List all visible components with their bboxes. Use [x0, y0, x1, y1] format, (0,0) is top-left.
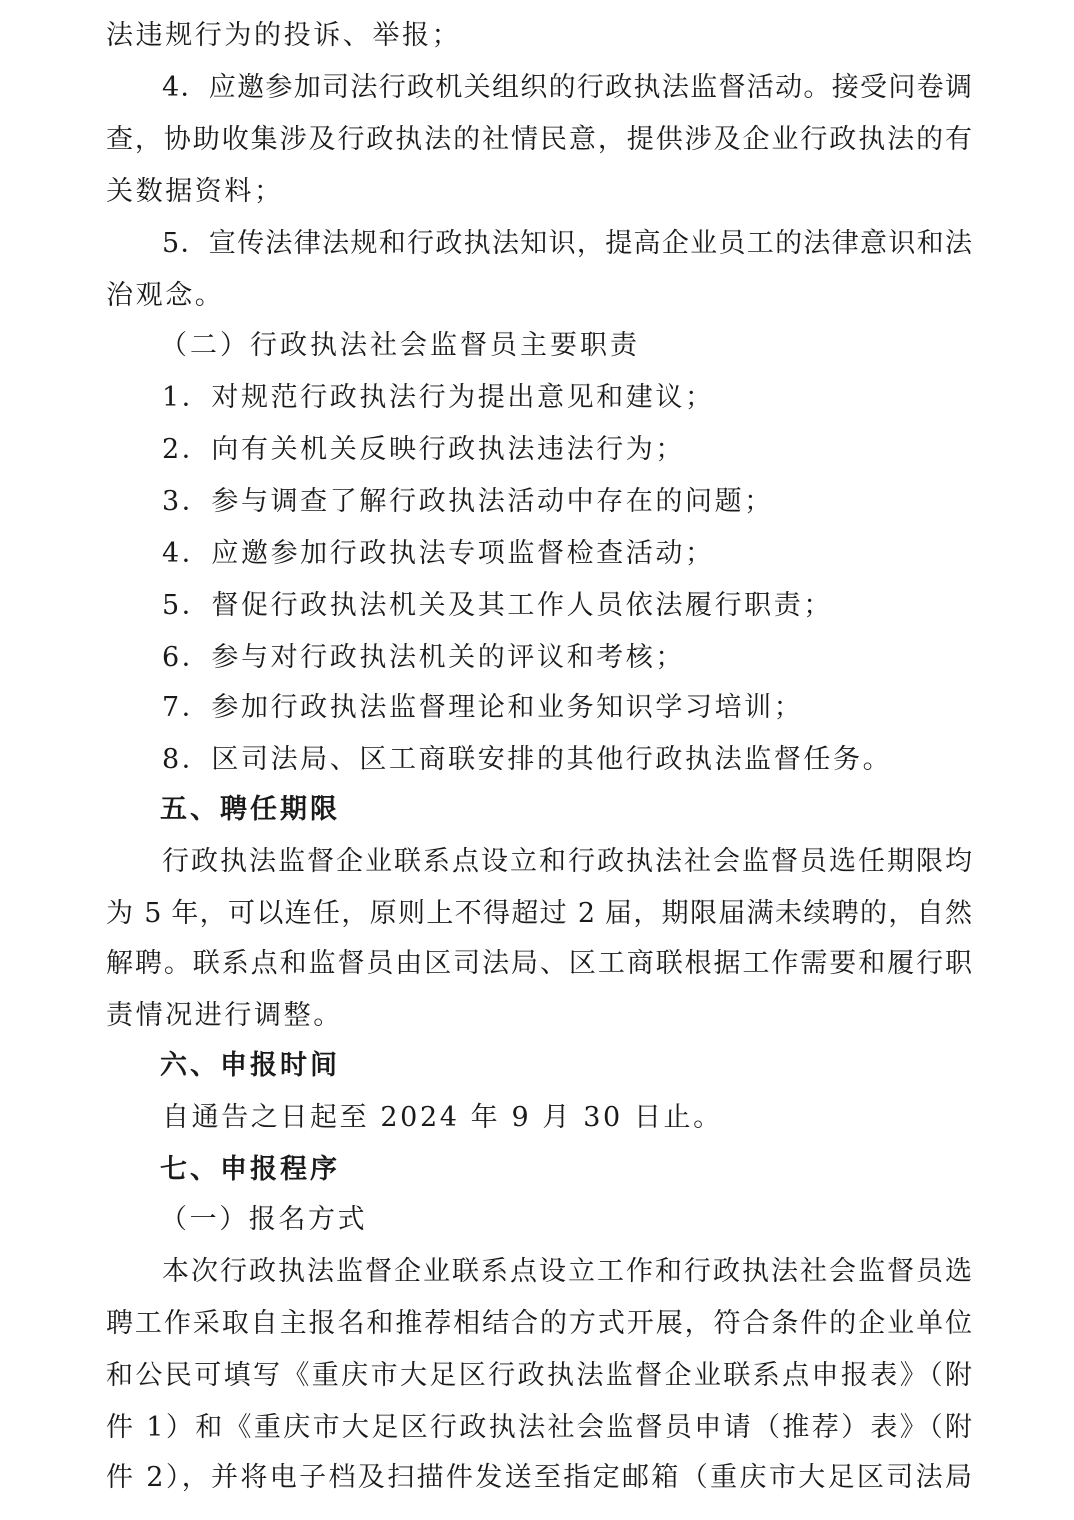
section-heading: 七、申报程序 [160, 1154, 340, 1185]
paragraph-line: 4．应邀参加司法行政机关组织的行政执法监督活动。接受问卷调 [162, 72, 972, 103]
paragraph-line: 为 5 年，可以连任，原则上不得超过 2 届，期限届满未续聘的，自然 [106, 898, 972, 929]
paragraph-line: 自通告之日起至 2024 年 9 月 30 日止。 [162, 1102, 723, 1133]
paragraph-line: 解聘。联系点和监督员由区司法局、区工商联根据工作需要和履行职 [106, 948, 972, 979]
list-item: 8．区司法局、区工商联安排的其他行政执法监督任务。 [162, 744, 893, 775]
paragraph-line: 法违规行为的投诉、举报； [106, 20, 462, 51]
paragraph-line: 查，协助收集涉及行政执法的社情民意，提供涉及企业行政执法的有 [106, 124, 972, 155]
paragraph-line: 关数据资料； [106, 176, 284, 207]
list-item: 3．参与调查了解行政执法活动中存在的问题； [162, 486, 774, 517]
subsection-heading: （一）报名方式 [160, 1204, 368, 1235]
list-item: 6．参与对行政执法机关的评议和考核； [162, 642, 685, 673]
paragraph-line: 聘工作采取自主报名和推荐相结合的方式开展，符合条件的企业单位 [106, 1308, 972, 1339]
section-heading: 六、申报时间 [160, 1050, 340, 1081]
list-item: 4．应邀参加行政执法专项监督检查活动； [162, 538, 715, 569]
paragraph-line: 治观念。 [106, 280, 225, 311]
list-item: 2．向有关机关反映行政执法违法行为； [162, 434, 685, 465]
section-heading: 五、聘任期限 [160, 794, 340, 825]
paragraph-line: 和公民可填写《重庆市大足区行政执法监督企业联系点申报表》（附 [106, 1360, 972, 1391]
paragraph-line: 件 2），并将电子档及扫描件发送至指定邮箱（重庆市大足区司法局 [106, 1462, 972, 1493]
paragraph-line: 本次行政执法监督企业联系点设立工作和行政执法社会监督员选 [162, 1256, 972, 1287]
list-item: 7．参加行政执法监督理论和业务知识学习培训； [162, 692, 804, 723]
paragraph-line: 行政执法监督企业联系点设立和行政执法社会监督员选任期限均 [162, 846, 972, 877]
paragraph-line: 件 1）和《重庆市大足区行政执法社会监督员申请（推荐）表》（附 [106, 1412, 972, 1443]
list-item: 5．督促行政执法机关及其工作人员依法履行职责； [162, 590, 833, 621]
list-item: 1．对规范行政执法行为提出意见和建议； [162, 382, 715, 413]
paragraph-line: 责情况进行调整。 [106, 1000, 343, 1031]
subsection-heading: （二）行政执法社会监督员主要职责 [160, 330, 640, 361]
paragraph-line: 5．宣传法律法规和行政执法知识，提高企业员工的法律意识和法 [162, 228, 972, 259]
